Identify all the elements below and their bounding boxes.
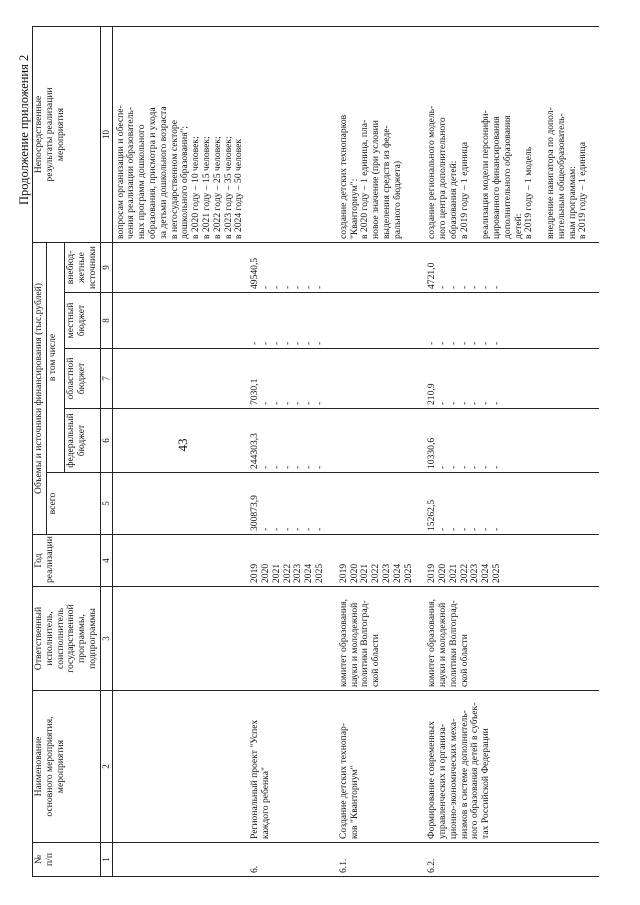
row-name: Формирование современных управленческих и организа- ционно-экономических меха- низмов в системе дополнитель- ного образования детей в субъек- тах Российской Федерации (424, 691, 599, 843)
col-number: 3 (100, 587, 112, 691)
continued-result-text: вопросам организации и обеспе- чения реализации образователь- ных программ дошкольного образования, присмотра и ухода за детьми дошкольного возраста в негосударственном секторе дошкольного образования"; в 2020 году – 10 человек; в 2021 году – 15 человек; в 2022 году – 25 человек; в 2023 году – 35 человек; в 2024 году – 50 человек (112, 26, 247, 242)
table-row (424, 26, 599, 876)
col-number: 4 (100, 535, 112, 587)
col-number: 6 (100, 409, 112, 473)
row-responsible: комитет образования, науки и молодежной политики Волгоград- ской области (424, 587, 599, 691)
program-table (32, 26, 599, 877)
row-total: 15262,5 - - - - - - (424, 473, 599, 535)
row-regional: 210,9 - - - - - - (424, 349, 599, 409)
row-federal (336, 409, 425, 473)
row-extra: 4721,0 - - - - - - (424, 242, 599, 292)
col-number: 2 (100, 691, 112, 843)
header-year: Год реализации (33, 535, 101, 587)
row-local: - - - - - - - (424, 293, 599, 349)
row-responsible: комитет образования, науки и молодежной политики Волгоград- ской области (336, 587, 425, 691)
row-federal: 244303,3 - - - - - - (247, 409, 336, 473)
row-regional: 7030,1 - - - - - - (247, 349, 336, 409)
row-regional (336, 349, 425, 409)
row-years: 2019 2020 2021 2022 2023 2024 2025 (336, 535, 425, 587)
row-years: 2019 2020 2021 2022 2023 2024 2025 (424, 535, 599, 587)
col-number: 10 (100, 26, 112, 242)
header-results: Непосредственные результаты реализации мероприятия (33, 26, 101, 242)
row-responsible (247, 587, 336, 691)
col-number: 7 (100, 349, 112, 409)
row-local (336, 293, 425, 349)
col-number: 5 (100, 473, 112, 535)
header-no: № п/п (33, 843, 101, 877)
row-extra: 49540,5 - - - - - - (247, 242, 336, 292)
table-row (336, 26, 425, 876)
header-regional: областной бюджет (65, 349, 100, 409)
row-years: 2019 2020 2021 2022 2023 2024 2025 (247, 535, 336, 587)
row-number: 6. (247, 843, 336, 877)
table-row-continuation (112, 26, 247, 876)
row-result: создание регионального модель- ного центра дополнительного образования детей: в 2019 году – 1 единица реализация модели персонифи- цированного финансирования дополнительного образования детей: в 2019 году – 1 модель внедрение навигатора по допол- нительным общеобразователь- ным программам: в 2019 году – 1 единица (424, 26, 599, 242)
row-result (247, 26, 336, 242)
header-name: Наименование основного мероприятия, мероприятия (33, 691, 101, 843)
header-extra: внебюд- жетные источники (65, 242, 100, 292)
row-total: 300873,9 - - - - - - (247, 473, 336, 535)
col-number: 1 (100, 843, 112, 877)
header-including: в том числе (46, 242, 65, 472)
header-responsible: Ответственный исполнитель, соисполнитель государственной программы, подпрограммы (33, 587, 101, 691)
header-funding: Объемы и источники финансирования (тыс.рублей) (33, 242, 47, 534)
row-number: 6.2. (424, 843, 599, 877)
col-number: 8 (100, 293, 112, 349)
row-extra (336, 242, 425, 292)
row-number: 6.1. (336, 843, 425, 877)
row-name: Региональный проект "Успех каждого ребенка" (247, 691, 336, 843)
row-local: - - - - - - - (247, 293, 336, 349)
header-federal: федеральный бюджет (65, 409, 100, 473)
row-result: создание детских технопарков "Кванториум": в 2020 году – 1 единица, пла- новое значение (при условии выделения средств из феде- рального бюджета) (336, 26, 425, 242)
header-total: всего (46, 473, 100, 535)
header-local: местный бюджет (65, 293, 100, 349)
row-total (336, 473, 425, 535)
continuation-label: Продолжение приложения 2 (17, 54, 31, 205)
col-number: 9 (100, 242, 112, 292)
row-federal: 10330,6 - - - - - - (424, 409, 599, 473)
table-row (247, 26, 336, 876)
page-number: 43 (175, 438, 190, 452)
row-name: Создание детских технопар- ков "Кванториум" (336, 691, 425, 843)
